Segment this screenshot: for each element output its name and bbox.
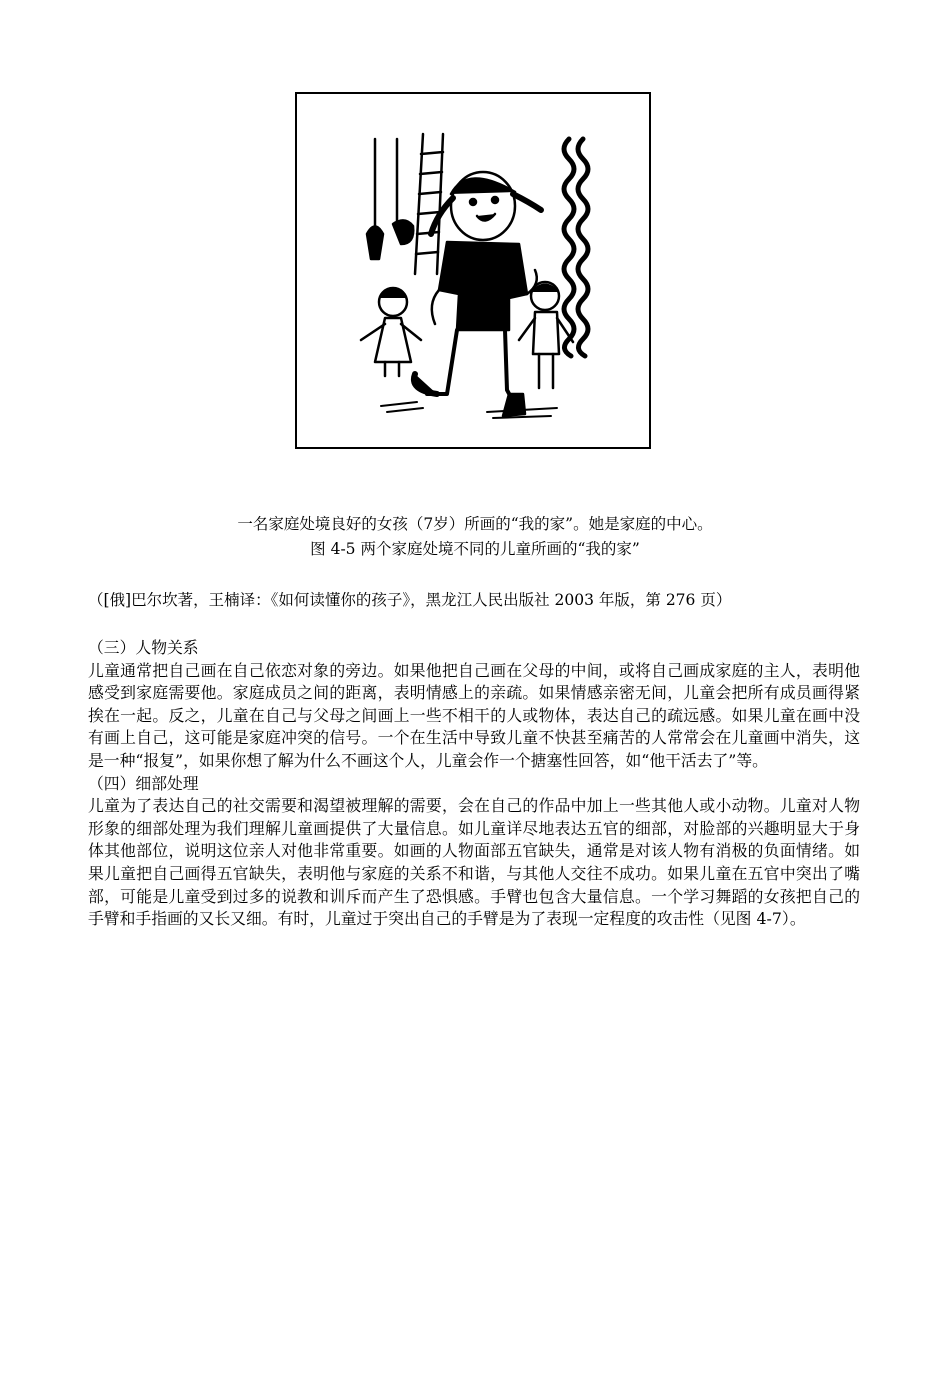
figure-citation: （[俄]巴尔坎著，王楠译：《如何读懂你的孩子》，黑龙江人民出版社 2003 年版，第 276 页） bbox=[88, 591, 732, 609]
section-paragraph-relations: 儿童通常把自己画在自己依恋对象的旁边。如果他把自己画在父母的中间，或将自己画成家庭的主人，表明他感受到家庭需要他。家庭成员之间的距离，表明情感上的亲疏。如果情感亲密无间，儿童会把所有成员画得紧挨在一起。反之，儿童在自己与父母之间画上一些不相干的人或物体，表达自己的疏远感。如果儿童在画中没有画上自己，这可能是家庭冲突的信号。一个在生活中导致儿童不快甚至痛苦的人常常会在儿童画中消失，这是一种“报复”，如果你想了解为什么不画这个人，儿童会作一个搪塞性回答，如“他干活去了”等。 bbox=[88, 660, 860, 770]
child-drawing-illustration bbox=[297, 94, 649, 447]
figure-caption-title: 图 4-5 两个家庭处境不同的儿童所画的“我的家” bbox=[310, 540, 640, 558]
body-text bbox=[88, 637, 860, 931]
figure-caption-description: 一名家庭处境良好的女孩（7岁）所画的“我的家”。她是家庭的中心。 bbox=[237, 515, 713, 533]
section-heading-relations: （三）人物关系 bbox=[88, 638, 199, 657]
figure-frame bbox=[295, 92, 651, 449]
section-heading-details: （四）细部处理 bbox=[88, 773, 199, 793]
section-paragraph-details: 儿童为了表达自己的社交需要和渴望被理解的需要，会在自己的作品中加上一些其他人或小动物。儿童对人物形象的细部处理为我们理解儿童画提供了大量信息。如儿童详尽地表达五官的细部，对脸部的兴趣明显大于身体其他部位，说明这位亲人对他非常重要。如画的人物面部五官缺失，通常是对该人物有消极的负面情绪。如果儿童把自己画得五官缺失，表明他与家庭的关系不和谐，与其他人交往不成功。如果儿童在五官中突出了嘴部，可能是儿童受到过多的说教和训斥而产生了恐惧感。手臂也包含大量信息。一个学习舞蹈的女孩把自己的手臂和手指画的又长又细。有时，儿童过于突出自己的手臂是为了表现一定程度的攻击性（见图 4-7）。 bbox=[88, 796, 860, 929]
